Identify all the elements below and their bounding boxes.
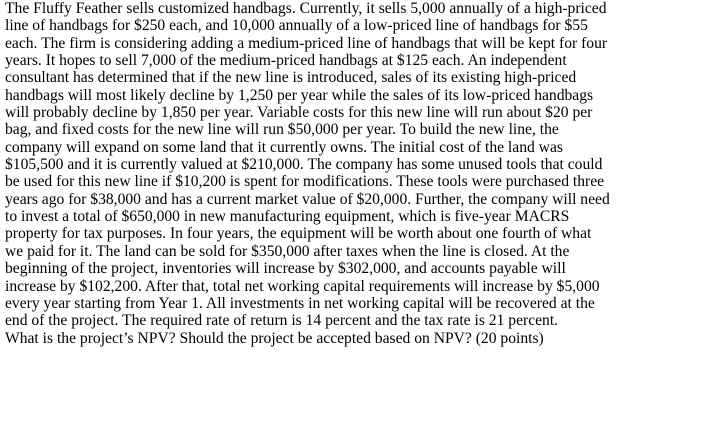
problem-line-10: $105,500 and it is currently valued at $210,000. The company has some unused tools that could (5, 156, 603, 174)
problem-line-2: line of handbags for $250 each, and 10,000 annually of a low-priced line of handbags for $55 (5, 17, 588, 35)
problem-line-12: years ago for $38,000 and has a current market value of $20,000. Further, the company will need (5, 190, 610, 208)
problem-line-8: bag, and fixed costs for the new line will run $50,000 per year. To build the new line, the (5, 121, 559, 139)
problem-line-17: increase by $102,200. After that, total net working capital requirements will increase by $5,000 (5, 277, 600, 295)
problem-line-18: every year starting from Year 1. All investments in net working capital will be recovered at the (5, 294, 595, 312)
problem-line-7: will probably decline by 1,850 per year. Variable costs for this new line will run about $20 per (5, 104, 593, 122)
problem-line-14: property for tax purposes. In four years, the equipment will be worth about one fourth of what (5, 225, 592, 243)
problem-line-5: consultant has determined that if the new line is introduced, sales of its existing high-priced (5, 69, 577, 87)
problem-line-1: The Fluffy Feather sells customized handbags. Currently, it sells 5,000 annually of a high-priced (5, 0, 607, 17)
problem-line-13: to invest a total of $650,000 in new manufacturing equipment, which is five-year MACRS (5, 208, 570, 226)
problem-line-11: be used for this new line if $10,200 is spent for modifications. These tools were purchased three (5, 173, 605, 191)
problem-line-19: end of the project. The required rate of return is 14 percent and the tax rate is 21 percent. (5, 312, 559, 330)
question-text: What is the project’s NPV? Should the project be accepted based on NPV? (20 points) (5, 329, 544, 347)
problem-line-9: company will expand on some land that it currently owns. The initial cost of the land was (5, 138, 563, 156)
problem-line-16: beginning of the project, inventories will increase by $302,000, and accounts payable will (5, 260, 566, 278)
problem-line-15: we paid for it. The land can be sold for $350,000 after taxes when the line is closed. At the (5, 242, 570, 260)
problem-line-4: years. It hopes to sell 7,000 of the medium-priced handbags at $125 each. An independent (5, 52, 567, 70)
problem-line-3: each. The firm is considering adding a medium-priced line of handbags that will be kept for four (5, 34, 608, 52)
problem-line-6: handbags will most likely decline by 1,250 per year while the sales of its low-priced handbags (5, 86, 594, 104)
problem-text (5, 0, 717, 347)
